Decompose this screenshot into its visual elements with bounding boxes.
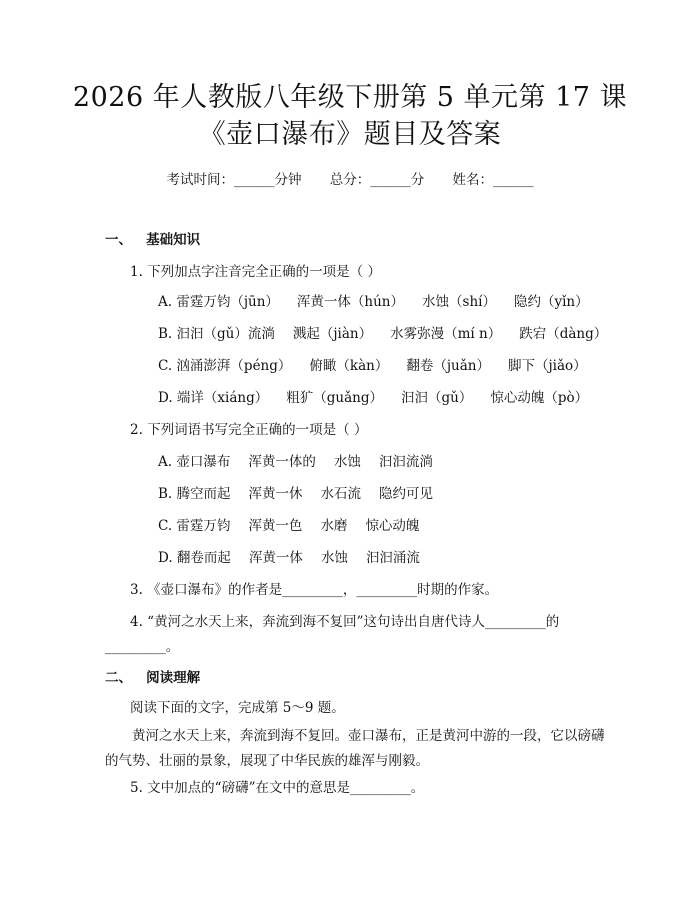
option-part: 浑黄一休 — [248, 486, 303, 502]
reading-passage: 黄河之水天上来，奔流到海不复回。壶口瀑布，正是黄河中游的一段，它以磅礴的气势、壮丽的景象，展现了中华民族的雄浑与刚毅。 — [105, 728, 605, 769]
option-part: C. 雷霆万钧 — [158, 518, 231, 534]
option-part: 脚下（jiǎo） — [507, 358, 587, 374]
option-part: 隐约可见 — [379, 486, 434, 502]
reading-instruction: 阅读下面的文字，完成第 5～9 题。 — [130, 700, 345, 716]
option-part: C. 汹涌澎湃（péng） — [158, 358, 292, 374]
question-2-option-b — [158, 484, 451, 504]
question-2-option-a — [158, 452, 451, 472]
option-part: 惊心动魄 — [365, 518, 420, 534]
section-2-heading — [105, 668, 200, 688]
option-part: 水蚀 — [320, 550, 348, 566]
option-part: 粗犷（guǎng） — [286, 390, 383, 406]
question-5: 5. 文中加点的“磅礴”在文中的意思是_________。 — [130, 780, 425, 796]
option-part: 惊心动魄（pò） — [490, 390, 589, 406]
question-2: 2. 下列词语书写完全正确的一项是（ ） — [130, 422, 368, 438]
question-1-option-d — [158, 388, 606, 408]
option-part: 跌宕（dàng） — [519, 326, 608, 342]
option-part: 水蚀 — [333, 454, 361, 470]
option-part: D. 翻卷而起 — [158, 550, 231, 566]
option-part: 溅起（jiàn） — [292, 326, 373, 342]
option-part: 水磨 — [320, 518, 348, 534]
option-part: 翻卷（juǎn） — [406, 358, 490, 374]
option-part: 汩汩涌流 — [365, 550, 420, 566]
question-2-option-d — [158, 548, 438, 568]
option-part: D. 端详（xiáng） — [158, 390, 269, 406]
exam-score: 总分：______分 — [329, 172, 425, 188]
exam-name: 姓名：______ — [452, 172, 534, 188]
option-part: 浑黄一体的 — [248, 454, 316, 470]
page-title-line1: 2026 年人教版八年级下册第 5 单元第 17 课 — [72, 82, 628, 113]
option-part: A. 雷霆万钧（jūn） — [158, 294, 279, 310]
question-1: 1. 下列加点字注音完全正确的一项是（ ） — [130, 264, 381, 280]
section-1-title: 基础知识 — [146, 232, 201, 248]
option-part: 俯瞰（kàn） — [309, 358, 389, 374]
option-part: 汩汩流淌 — [378, 454, 433, 470]
option-part: 浑黄一色 — [248, 518, 303, 534]
section-2-number: 二、 — [105, 670, 132, 686]
question-1-option-c — [158, 356, 605, 376]
option-part: B. 腾空而起 — [158, 486, 231, 502]
option-part: 浑黄一体 — [248, 550, 303, 566]
question-3: 3. 《壶口瀑布》的作者是_________，_________时期的作家。 — [130, 582, 499, 598]
option-part: B. 汩汩（gǔ）流淌 — [158, 326, 275, 342]
exam-meta — [0, 168, 700, 188]
section-2-title: 阅读理解 — [146, 670, 201, 686]
option-part: A. 壶口瀑布 — [158, 454, 231, 470]
section-1-heading — [105, 230, 200, 250]
section-1-number: 一、 — [105, 232, 132, 248]
question-2-option-c — [158, 516, 437, 536]
exam-time: 考试时间：______分钟 — [166, 172, 302, 188]
option-part: 浑黄一体（hún） — [296, 294, 405, 310]
option-part: 水石流 — [320, 486, 362, 502]
option-part: 水雾弥漫（mí n） — [390, 326, 502, 342]
option-part: 汩汩（gǔ） — [400, 390, 473, 406]
option-part: 隐约（yǐn） — [513, 294, 589, 310]
question-1-option-b — [158, 324, 625, 344]
option-part: 水蚀（shí） — [422, 294, 496, 310]
question-1-option-a — [158, 292, 607, 312]
question-4-line1: 4. “黄河之水天上来，奔流到海不复回”这句诗出自唐代诗人_________的 — [130, 614, 560, 630]
page-title-line2: 《壶口瀑布》题目及答案 — [198, 119, 502, 150]
question-4-line2: _________。 — [105, 639, 180, 655]
